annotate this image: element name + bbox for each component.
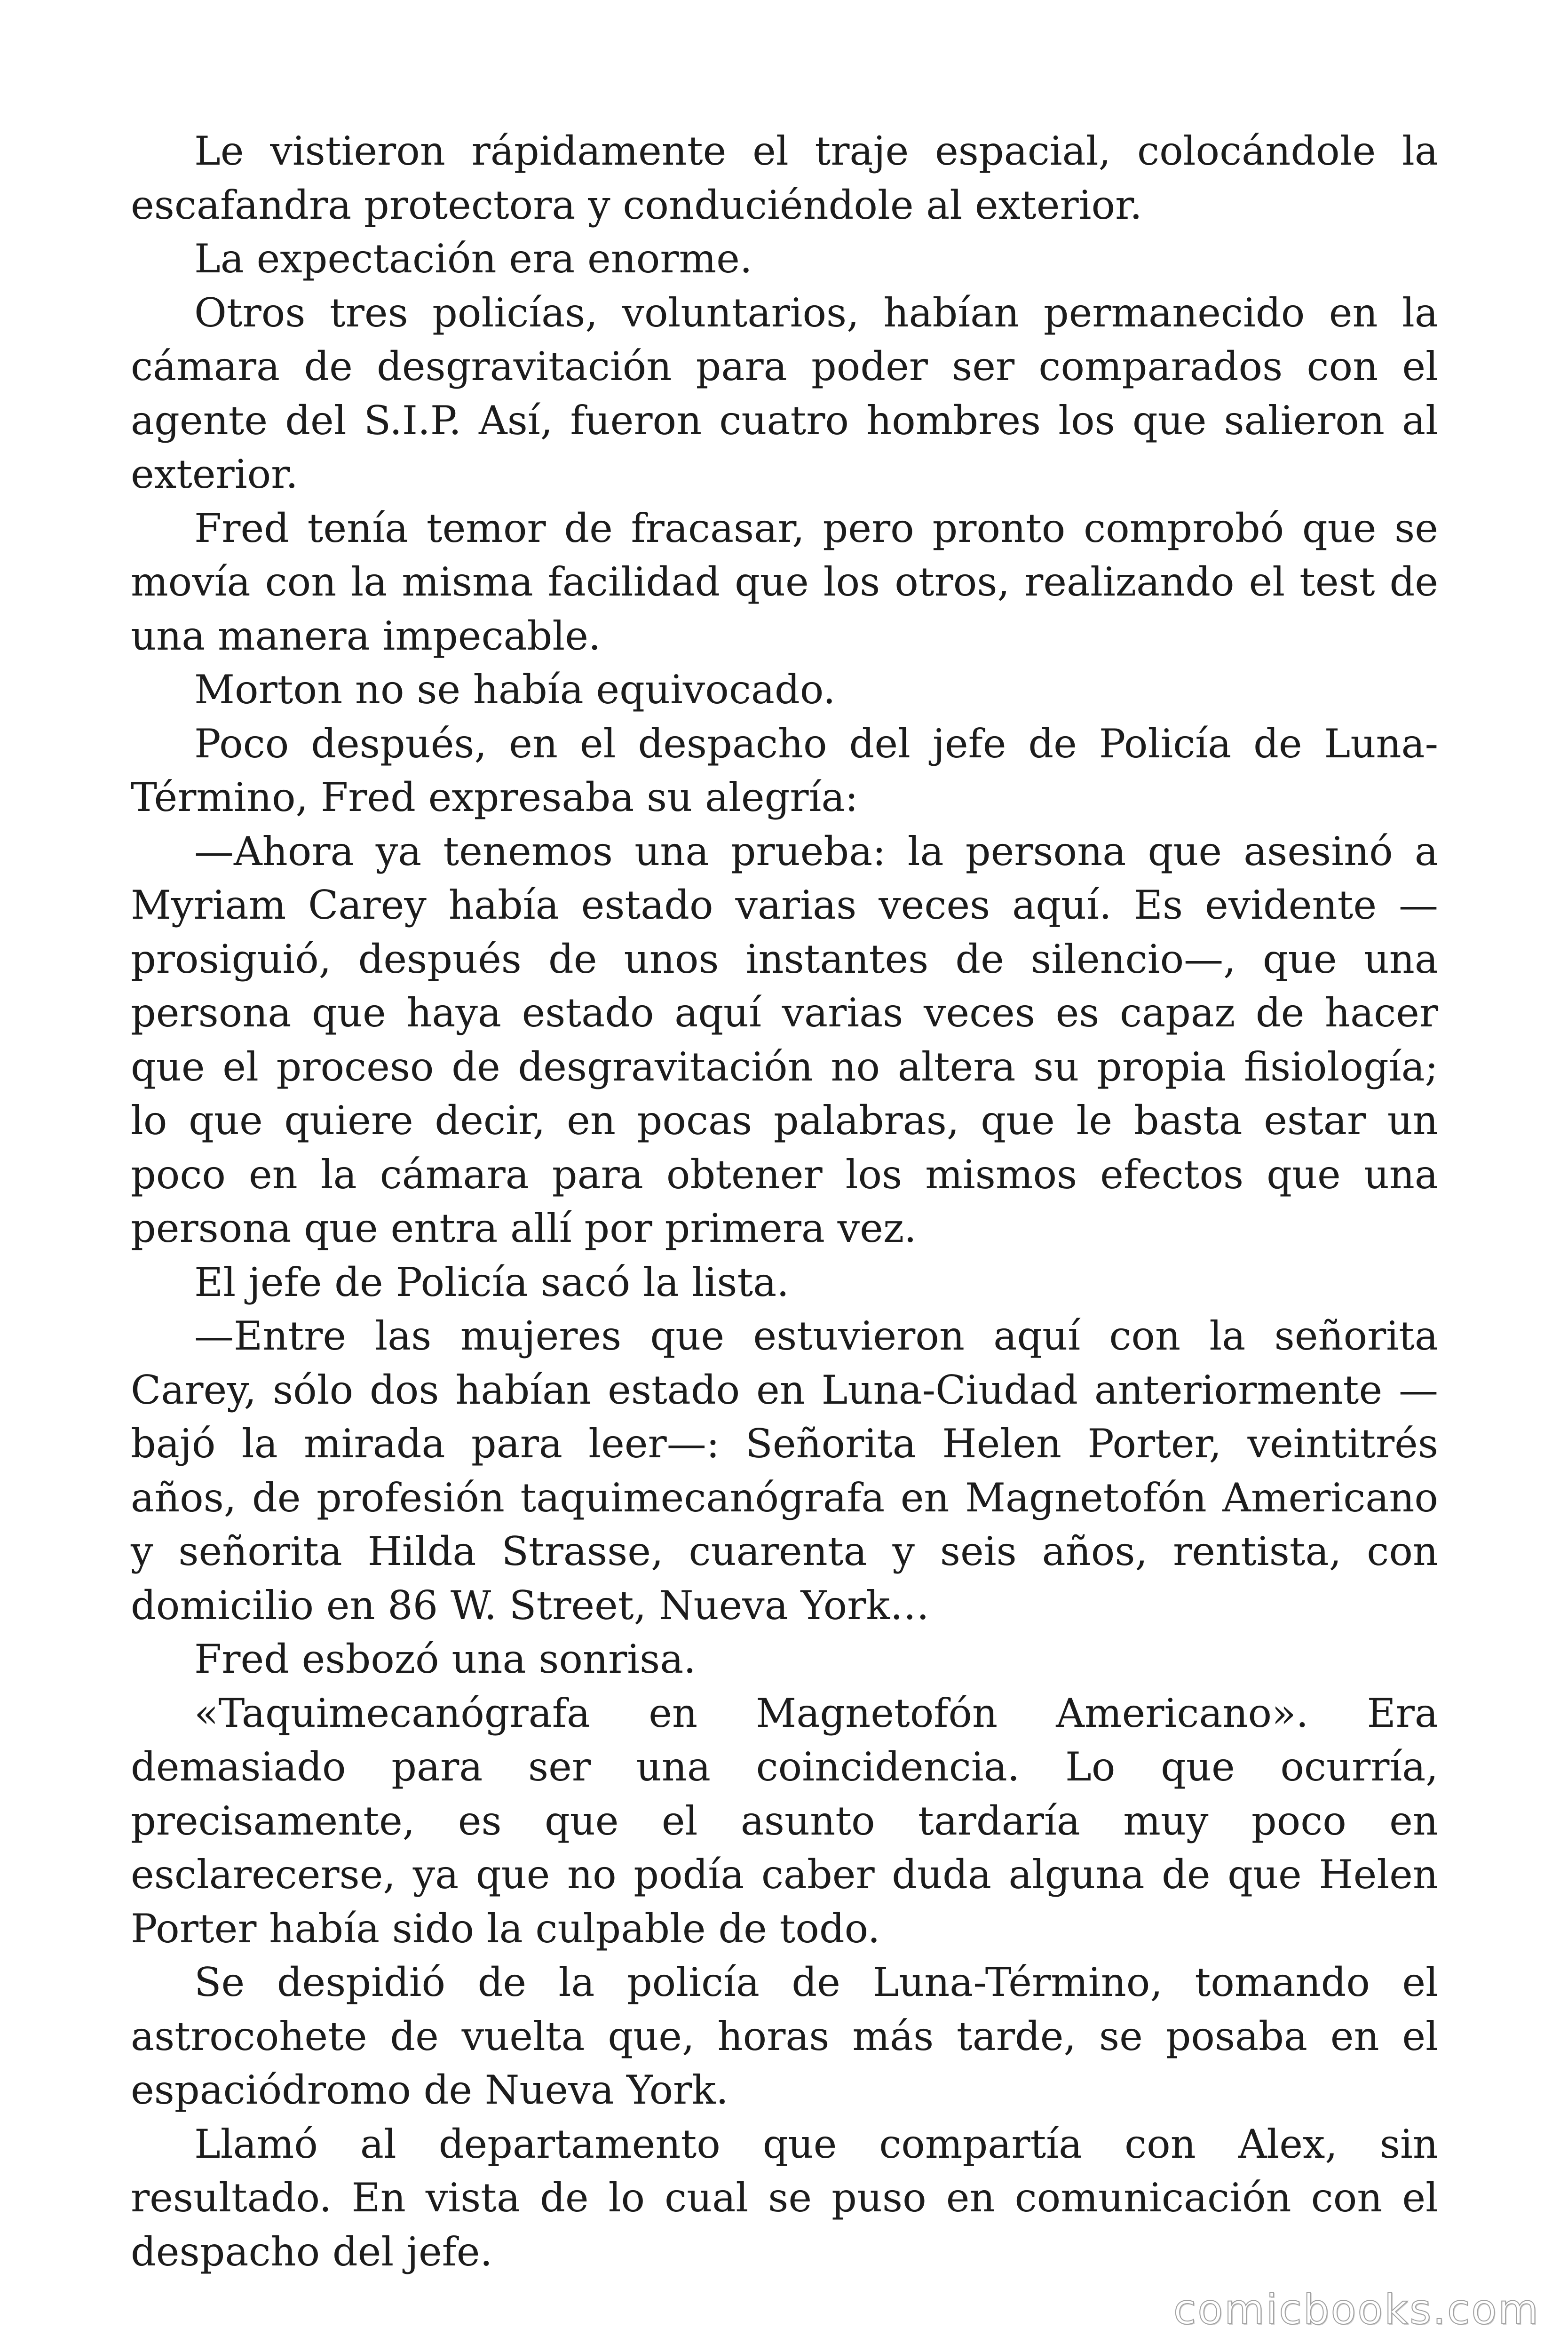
paragraph: Llamó al departamento que compartía con Alex, sin resultado. En vista de lo cual se puso en comunicación con el despacho del jefe. (131, 2121, 1438, 2275)
paragraph: —Entre las mujeres que estuvieron aquí con la señorita Carey, sólo dos habían estado en Luna-Ciudad anteriormente —bajó la mirada para leer—: Señorita Helen Porter, veintitrés años, de profesión taquimecanógrafa en Magnetofón Americano y señorita Hilda Strasse, cuarenta y seis años, rentista, con domicilio en 86 W. Street, Nueva York… (131, 1313, 1438, 1629)
paragraph: Morton no se había equivocado. (194, 667, 836, 713)
paragraph: «Taquimecanógrafa en Magnetofón Americano». Era demasiado para ser una coincidencia. Lo que ocurría, precisamente, es que el asunto tardaría muy poco en esclarecerse, ya que no podía caber duda alguna de que Helen Porter había sido la culpable de todo. (131, 1690, 1438, 1952)
paragraph: Le vistieron rápidamente el traje espacial, colocándole la escafandra protectora y conduciéndole al exterior. (131, 128, 1438, 228)
paragraph: Poco después, en el despacho del jefe de Policía de Luna-Término, Fred expresaba su alegría: (131, 720, 1438, 820)
paragraph: —Ahora ya tenemos una prueba: la persona que asesinó a Myriam Carey había estado varias veces aquí. Es evidente —prosiguió, después de unos instantes de silencio—, que una persona que haya estado aquí varias veces es capaz de hacer que el proceso de desgravitación no altera su propia fisiología; lo que quiere decir, en pocas palabras, que le basta estar un poco en la cámara para obtener los mismos efectos que una persona que entra allí por primera vez. (131, 828, 1438, 1251)
paragraph: Fred tenía temor de fracasar, pero pronto comprobó que se movía con la misma facilidad que los otros, realizando el test de una manera impecable. (131, 505, 1438, 659)
paragraph: Fred esbozó una sonrisa. (194, 1636, 696, 1682)
page-text (131, 124, 1438, 2279)
watermark: comicbooks.com (1173, 2285, 1540, 2334)
paragraph: La expectación era enorme. (194, 236, 752, 282)
paragraph: El jefe de Policía sacó la lista. (194, 1259, 789, 1305)
paragraph: Se despidió de la policía de Luna-Término, tomando el astrocohete de vuelta que, horas más tarde, se posaba en el espaciódromo de Nueva York. (131, 1959, 1438, 2113)
paragraph: Otros tres policías, voluntarios, habían permanecido en la cámara de desgravitación para poder ser comparados con el agente del S.I.P. Así, fueron cuatro hombres los que salieron al exterior. (131, 289, 1438, 497)
